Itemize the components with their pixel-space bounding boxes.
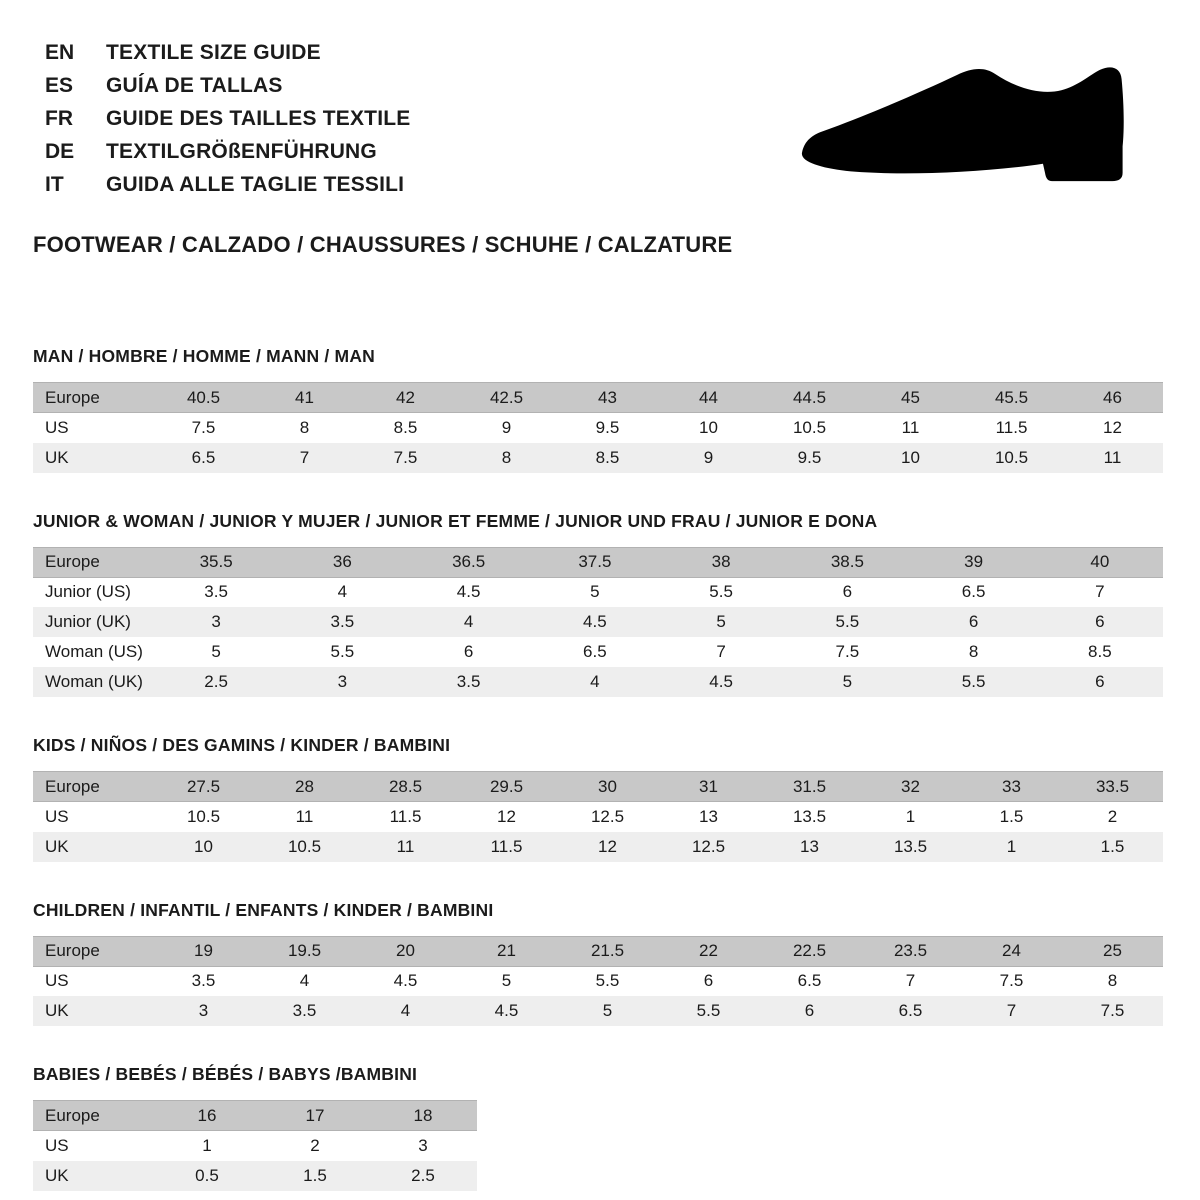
size-cell: 7.5 [999, 971, 1024, 991]
row-label: Woman (UK) [45, 672, 143, 691]
size-cell: 9 [703, 447, 714, 467]
size-cell: 25 [1103, 941, 1122, 960]
language-title: TEXTILGRÖßENFÜHRUNG [106, 140, 377, 163]
size-cell: 32 [901, 776, 920, 796]
language-code: DE [45, 140, 75, 163]
size-cell: 10.5 [186, 806, 221, 826]
size-cell: 11 [901, 417, 920, 437]
row-label: US [45, 971, 69, 991]
shoe-silhouette [800, 66, 1142, 190]
size-cell: 7.5 [191, 417, 216, 437]
size-cell: 6 [1095, 612, 1105, 631]
size-cell: 45 [901, 387, 920, 407]
size-cell: 3.5 [204, 582, 228, 602]
size-cell: 5 [842, 672, 853, 691]
size-cell: 4.5 [583, 612, 607, 631]
size-cell: 43 [598, 387, 617, 407]
row-label: Europe [45, 552, 100, 571]
size-cell: 13 [800, 836, 819, 856]
size-cell: 6 [703, 971, 714, 991]
language-code: EN [45, 41, 75, 64]
size-cell: 11 [295, 806, 314, 826]
size-cell: 8 [501, 447, 512, 467]
row-label: Junior (UK) [45, 612, 131, 631]
size-cell: 2.5 [204, 672, 228, 691]
size-cell: 7 [1006, 1001, 1017, 1020]
size-row [33, 1131, 477, 1161]
size-section [33, 735, 1163, 862]
size-cell: 7.5 [1100, 1001, 1125, 1020]
size-cell: 6 [1095, 672, 1105, 691]
size-cell: 9 [501, 417, 512, 437]
table-body [33, 547, 1163, 697]
size-row [33, 802, 1163, 832]
language-code: IT [45, 173, 64, 196]
size-cell: 4.5 [456, 582, 481, 602]
size-table [33, 936, 1163, 1027]
size-header-row [33, 1101, 477, 1131]
size-cell: 4 [590, 672, 600, 691]
section-title: JUNIOR & WOMAN / JUNIOR Y MUJER / JUNIOR ET FEMME / JUNIOR UND FRAU / JUNIOR E DONA [33, 510, 878, 531]
size-cell: 12 [1103, 417, 1122, 437]
size-cell: 1.5 [1100, 836, 1125, 856]
size-cell: 11 [1103, 447, 1122, 467]
table-body [33, 383, 1163, 473]
size-cell: 23.5 [893, 941, 928, 960]
size-cell: 13.5 [792, 806, 827, 826]
category-heading: FOOTWEAR / CALZADO / CHAUSSURES / SCHUHE / CALZATURE [33, 232, 733, 257]
size-cell: 2 [1107, 806, 1118, 826]
size-cell: 16 [197, 1105, 217, 1125]
size-cell: 1.5 [303, 1165, 327, 1185]
size-cell: 2.5 [411, 1165, 435, 1185]
size-cell: 6 [463, 642, 474, 661]
section-title: BABIES / BEBÉS / BÉBÉS / BABYS /BAMBINI [33, 1064, 418, 1084]
size-cell: 31.5 [792, 776, 827, 796]
size-cell: 18 [413, 1105, 433, 1125]
size-row [33, 413, 1163, 443]
size-section [33, 1064, 1163, 1191]
row-label: US [45, 1135, 69, 1155]
size-cell: 36 [332, 552, 352, 571]
size-table [33, 547, 1163, 698]
language-code: FR [45, 107, 73, 130]
size-cell: 5 [716, 612, 726, 631]
language-title: GUIDA ALLE TAGLIE TESSILI [106, 173, 405, 196]
size-cell: 3.5 [330, 612, 355, 631]
size-cell: 3 [337, 672, 348, 691]
size-cell: 4 [337, 582, 348, 602]
size-cell: 38 [711, 552, 731, 571]
size-cell: 9.5 [797, 447, 822, 467]
size-cell: 10 [194, 836, 213, 856]
size-cell: 3.5 [191, 971, 216, 991]
size-cell: 7 [905, 971, 916, 991]
size-cell: 6.5 [583, 642, 607, 661]
size-cell: 13.5 [893, 836, 928, 856]
size-cell: 8.5 [595, 447, 620, 467]
size-cell: 6.5 [191, 447, 216, 467]
size-cell: 44 [699, 387, 718, 407]
row-label: UK [45, 1165, 69, 1185]
size-cell: 4 [299, 971, 310, 991]
size-cell: 10.5 [792, 417, 827, 437]
size-row [33, 996, 1163, 1026]
size-cell: 12.5 [691, 836, 726, 856]
size-cell: 6.5 [961, 582, 986, 602]
size-cell: 12 [598, 836, 617, 856]
language-title: TEXTILE SIZE GUIDE [106, 41, 321, 64]
size-cell: 5.5 [835, 612, 860, 631]
size-cell: 2 [310, 1135, 320, 1155]
page-header [33, 36, 1163, 201]
row-label: Europe [45, 941, 100, 960]
size-cell: 22 [699, 941, 718, 960]
size-cell: 46 [1103, 387, 1122, 407]
size-cell: 7 [1095, 582, 1105, 602]
size-cell: 10.5 [287, 836, 322, 856]
size-header-row [33, 936, 1163, 966]
size-cell: 1.5 [999, 806, 1024, 826]
size-cell: 31 [699, 776, 718, 796]
size-cell: 22.5 [792, 941, 827, 960]
size-row [33, 607, 1163, 637]
size-cell: 10.5 [994, 447, 1029, 467]
size-cell: 8 [968, 642, 979, 661]
size-cell: 8.5 [393, 417, 418, 437]
size-cell: 5 [602, 1001, 613, 1020]
size-cell: 36.5 [452, 552, 486, 571]
size-cell: 8 [299, 417, 310, 437]
size-cell: 24 [1002, 941, 1021, 960]
size-sections [33, 346, 1163, 1191]
row-label: UK [45, 836, 69, 856]
size-cell: 5.5 [696, 1001, 721, 1020]
row-label: US [45, 806, 69, 826]
size-cell: 3 [418, 1135, 428, 1155]
section-title: MAN / HOMBRE / HOMME / MANN / MAN [33, 346, 375, 366]
size-cell: 41 [295, 387, 314, 407]
row-label: Europe [45, 1105, 100, 1125]
size-cell: 11.5 [490, 836, 523, 856]
size-table [33, 382, 1163, 473]
size-header-row [33, 772, 1163, 802]
row-label: Europe [45, 387, 100, 407]
row-label: Woman (US) [45, 642, 143, 661]
size-cell: 30 [598, 776, 617, 796]
size-cell: 1 [905, 806, 916, 826]
dress-shoe-icon [800, 66, 1142, 190]
size-cell: 5 [501, 971, 512, 991]
language-title: GUIDE DES TAILLES TEXTILE [106, 107, 411, 130]
size-cell: 28.5 [388, 776, 423, 796]
size-row [33, 577, 1163, 607]
size-cell: 6 [842, 582, 853, 602]
size-cell: 17 [305, 1105, 325, 1125]
size-cell: 7 [299, 447, 310, 467]
size-cell: 21.5 [590, 941, 625, 960]
size-cell: 28 [295, 776, 314, 796]
size-cell: 4.5 [709, 672, 733, 691]
size-cell: 12 [497, 806, 516, 826]
size-cell: 4.5 [393, 971, 418, 991]
size-header-row [33, 383, 1163, 413]
size-cell: 10 [901, 447, 920, 467]
language-row [33, 36, 1163, 69]
size-cell: 33.5 [1095, 776, 1130, 796]
size-cell: 4 [400, 1001, 411, 1020]
size-cell: 27.5 [186, 776, 221, 796]
table-body [33, 772, 1163, 862]
table-body [33, 1101, 477, 1191]
size-row [33, 637, 1163, 667]
size-cell: 42 [396, 387, 415, 407]
size-cell: 5.5 [709, 582, 733, 602]
size-section [33, 346, 1163, 473]
size-cell: 5 [211, 642, 221, 661]
row-label: Europe [45, 776, 100, 796]
size-cell: 5 [590, 582, 600, 602]
size-cell: 7.5 [835, 642, 860, 661]
size-cell: 3.5 [292, 1001, 317, 1020]
size-table [33, 771, 1163, 862]
row-label: Junior (US) [45, 582, 131, 602]
size-row [33, 443, 1163, 473]
size-cell: 3.5 [456, 672, 481, 691]
size-cell: 19.5 [287, 941, 322, 960]
size-cell: 3 [211, 612, 221, 631]
size-cell: 3 [198, 1001, 209, 1020]
size-row [33, 1161, 477, 1191]
size-cell: 38.5 [830, 552, 864, 571]
language-title: GUÍA DE TALLAS [106, 74, 283, 97]
size-cell: 35.5 [199, 552, 233, 571]
size-cell: 1 [1006, 836, 1017, 856]
size-cell: 4 [463, 612, 474, 631]
size-cell: 42.5 [489, 387, 524, 407]
size-cell: 8 [1107, 971, 1118, 991]
size-cell: 9.5 [595, 417, 620, 437]
size-header-row [33, 547, 1163, 577]
size-cell: 6 [968, 612, 979, 631]
size-cell: 5.5 [330, 642, 355, 661]
row-label: US [45, 417, 69, 437]
size-cell: 6.5 [898, 1001, 923, 1020]
size-cell: 29.5 [489, 776, 524, 796]
size-cell: 44.5 [792, 387, 827, 407]
size-cell: 39 [964, 552, 984, 571]
size-cell: 5.5 [595, 971, 620, 991]
size-cell: 19 [194, 941, 213, 960]
size-cell: 21 [497, 941, 516, 960]
size-cell: 11.5 [389, 806, 422, 826]
size-cell: 6.5 [797, 971, 822, 991]
size-cell: 1 [202, 1135, 212, 1155]
size-cell: 20 [396, 941, 415, 960]
row-label: UK [45, 1001, 69, 1020]
size-row [33, 667, 1163, 697]
size-cell: 45.5 [994, 387, 1029, 407]
size-cell: 4.5 [494, 1001, 519, 1020]
row-label: UK [45, 447, 69, 467]
size-cell: 6 [804, 1001, 815, 1020]
size-table [33, 1100, 477, 1191]
size-row [33, 966, 1163, 996]
size-cell: 13 [699, 806, 718, 826]
size-cell: 33 [1002, 776, 1021, 796]
table-body [33, 936, 1163, 1026]
size-cell: 40.5 [186, 387, 221, 407]
size-section [33, 900, 1163, 1027]
size-cell: 5.5 [961, 672, 986, 691]
size-cell: 0.5 [195, 1165, 219, 1185]
size-row [33, 832, 1163, 862]
section-title: CHILDREN / INFANTIL / ENFANTS / KINDER / BAMBINI [33, 899, 494, 920]
section-title: KIDS / NIÑOS / DES GAMINS / KINDER / BAMBINI [33, 735, 451, 755]
size-cell: 12.5 [590, 806, 625, 826]
size-cell: 11.5 [995, 417, 1028, 437]
size-cell: 11 [396, 836, 415, 856]
size-cell: 7.5 [393, 447, 418, 467]
language-code: ES [45, 74, 74, 97]
size-cell: 7 [716, 642, 726, 661]
size-cell: 37.5 [578, 552, 612, 571]
size-cell: 8.5 [1088, 642, 1112, 661]
size-section [33, 511, 1163, 698]
size-cell: 40 [1090, 552, 1110, 571]
size-cell: 10 [699, 417, 718, 437]
